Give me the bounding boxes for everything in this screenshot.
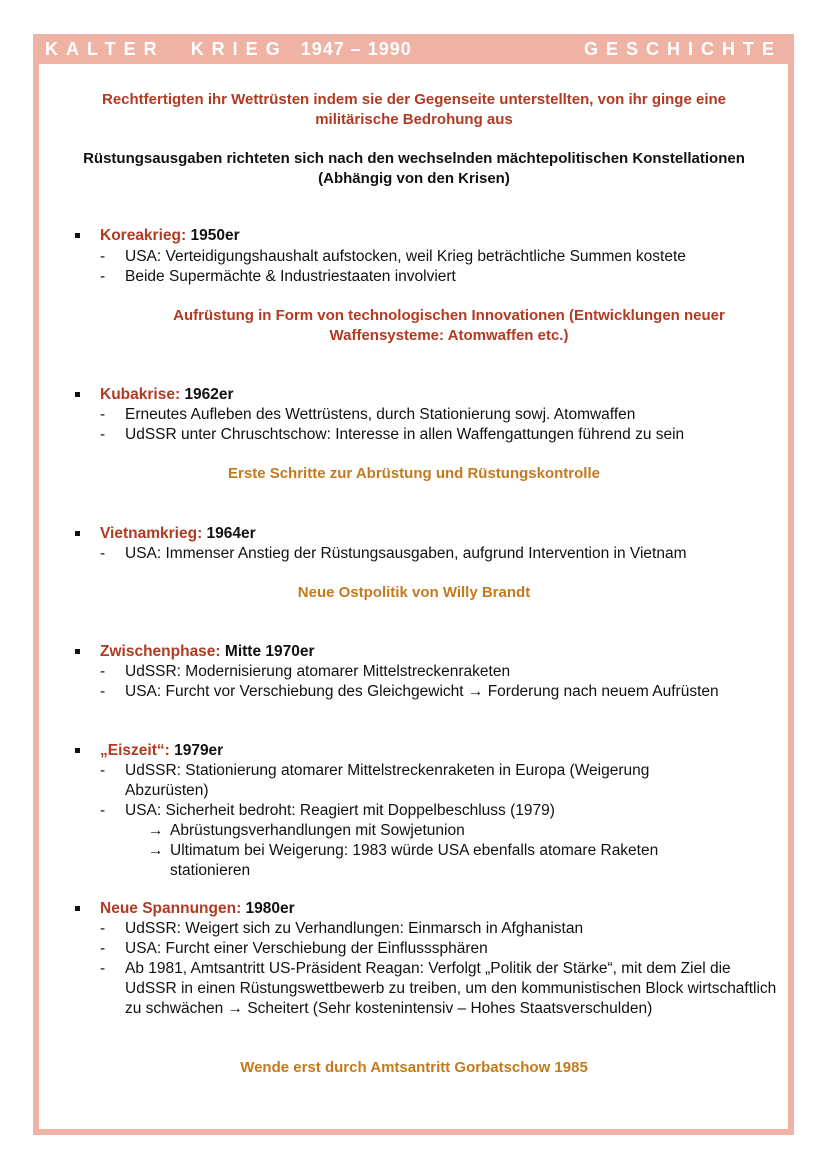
list-item-text: UdSSR unter Chruschtschow: Interesse in allen Waffengattungen führend zu sein xyxy=(125,426,685,443)
intro-black-line2: (Abhängig von den Krisen) xyxy=(318,170,510,187)
bullet-square-icon xyxy=(75,906,80,911)
section-name: Kubakrise: xyxy=(100,386,181,403)
list-item-text: UdSSR: Weigert sich zu Verhandlungen: Einmarsch in Afghanistan xyxy=(125,920,584,937)
list-item-text: Ab 1981, Amtsantritt US-Präsident Reagan: Verfolgt „Politik der Stärke“, mit dem Ziel die UdSSR in einen Rüstungswettbewerb zu treiben, um den kommunistischen Block wirtschaftlich zu schwächen → Scheitert (Sehr kostenintensiv – Hohes Staatsverschulden) xyxy=(125,960,777,1017)
title-word2: KRIEG xyxy=(190,39,288,59)
dash-icon: - xyxy=(100,802,106,819)
dash-icon: - xyxy=(100,426,106,443)
intro-red-line1: Rechtfertigten ihr Wettrüsten indem sie der Gegenseite unterstellten, von ihr ginge eine xyxy=(101,91,726,108)
dash-icon: - xyxy=(100,940,106,957)
list-item-text: UdSSR: Modernisierung atomarer Mittelstreckenraketen xyxy=(125,663,511,680)
section-period: 1962er xyxy=(184,386,234,403)
section-period: 1964er xyxy=(206,525,256,542)
section-name: Zwischenphase: xyxy=(100,643,221,660)
header-subject: GESCHICHTE xyxy=(583,39,782,59)
note-line2: Waffensysteme: Atomwaffen etc.) xyxy=(329,327,569,344)
arrow-right-icon: → xyxy=(148,842,164,859)
list-item-text: USA: Furcht vor Verschiebung des Gleichgewicht → Forderung nach neuem Aufrüsten xyxy=(125,683,719,700)
list-item-text: Beide Supermächte & Industriestaaten involviert xyxy=(125,268,456,285)
section-period: Mitte 1970er xyxy=(224,643,315,660)
dash-icon: - xyxy=(100,545,106,562)
bullet-square-icon xyxy=(75,531,80,536)
bullet-square-icon xyxy=(75,392,80,397)
section-name: Neue Spannungen: xyxy=(100,900,242,917)
arrow-item-text: Abrüstungsverhandlungen mit Sowjetunion xyxy=(170,822,465,839)
dash-icon: - xyxy=(100,268,106,285)
list-item-text: USA: Furcht einer Verschiebung der Einflusssphären xyxy=(125,940,488,957)
section-note xyxy=(75,306,823,346)
bullet-square-icon xyxy=(75,649,80,654)
list-item-text: Erneutes Aufleben des Wettrüstens, durch Stationierung sowj. Atomwaffen xyxy=(125,406,636,423)
header-bar xyxy=(33,34,794,64)
bullet-square-icon xyxy=(75,748,80,753)
section-note: Erste Schritte zur Abrüstung und Rüstungskontrolle xyxy=(228,465,600,482)
section-name: „Eiszeit“: xyxy=(100,742,170,759)
bullet-square-icon xyxy=(75,233,80,238)
list-item-text: USA: Immenser Anstieg der Rüstungsausgaben, aufgrund Intervention in Vietnam xyxy=(125,545,687,562)
title-word1: KALTER xyxy=(45,39,165,59)
list-item-text: USA: Verteidigungshaushalt aufstocken, weil Krieg beträchtliche Summen kostete xyxy=(125,248,686,265)
dash-icon: - xyxy=(100,406,106,423)
title-years: 1947 – 1990 xyxy=(300,39,412,59)
list-item-text: UdSSR: Stationierung atomarer Mittelstreckenraketen in Europa (Weigerung Abzurüsten) xyxy=(125,762,650,799)
section-period: 1950er xyxy=(190,227,240,244)
section-name: Vietnamkrieg: xyxy=(100,525,203,542)
dash-icon: - xyxy=(100,663,106,680)
note-line1: Aufrüstung in Form von technologischen Innovationen (Entwicklungen neuer xyxy=(173,307,725,324)
arrow-right-icon: → xyxy=(148,822,164,839)
dash-icon: - xyxy=(100,248,106,265)
arrow-item-text: Ultimatum bei Weigerung: 1983 würde USA ebenfalls atomare Raketen stationieren xyxy=(170,842,659,879)
dash-icon: - xyxy=(100,960,106,977)
section-note: Neue Ostpolitik von Willy Brandt xyxy=(297,584,531,601)
intro-red xyxy=(40,90,788,130)
section-name: Koreakrieg: xyxy=(100,227,187,244)
intro-red-line2: militärische Bedrohung aus xyxy=(315,111,513,128)
dash-icon: - xyxy=(100,762,106,779)
dash-icon: - xyxy=(100,683,106,700)
dash-icon: - xyxy=(100,920,106,937)
intro-black xyxy=(40,149,788,189)
section-note: Wende erst durch Amtsantritt Gorbatschow 1985 xyxy=(240,1059,588,1076)
header-title xyxy=(45,39,412,60)
section-period: 1979er xyxy=(174,742,224,759)
intro-black-line1: Rüstungsausgaben richteten sich nach den wechselnden mächtepolitischen Konstellationen xyxy=(83,150,745,167)
section-period: 1980er xyxy=(245,900,295,917)
list-item-text: USA: Sicherheit bedroht: Reagiert mit Doppelbeschluss (1979) xyxy=(125,802,555,819)
